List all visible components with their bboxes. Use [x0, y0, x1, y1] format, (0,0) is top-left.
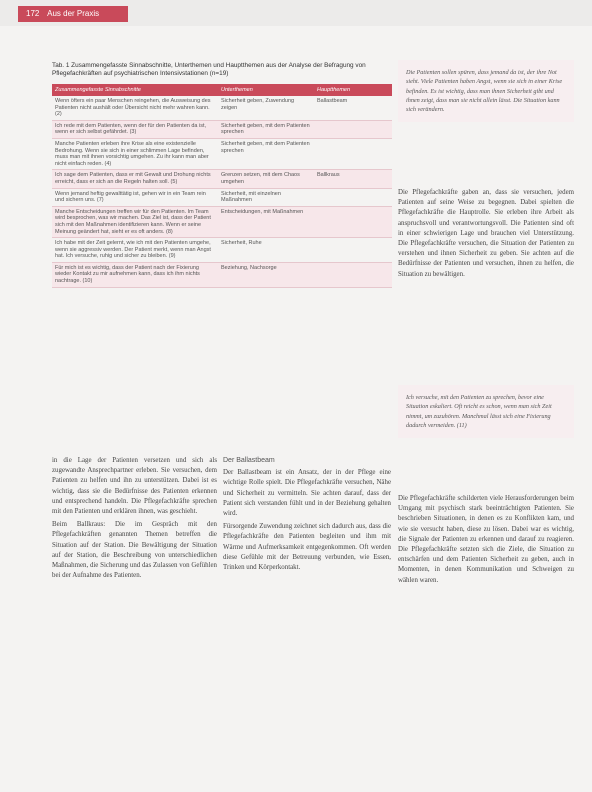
table-cell: Manche Entscheidungen treffen wir für den Patienten. Im Team wird besprochen, was wir machen. Das Ziel ist, dass der Patient sich mit den Maßnahmen identifizieren kann. Wenn er seine Meinung geändert hat, sieht er es oft anders. (8): [52, 206, 218, 237]
table-row: [52, 238, 392, 263]
table-row: [52, 120, 392, 138]
paragraph: Fürsorgende Zuwendung zeichnet sich dadurch aus, dass die Pflegefachkräfte den Patienten begleiten und ihm mit Wärme und Aufmerksamkeit entgegenkommen. Oft werden diese Gefühle mit der Betreuung verbunden, wie Essen, Trinken und Körperkontakt.: [223, 523, 391, 572]
table-cell: Wenn jemand heftig gewalttätig ist, gehen wir in ein Team rein und sichern uns. (7): [52, 188, 218, 206]
table-cell: [314, 120, 392, 138]
table-cell: Ich rede mit dem Patienten, wenn der für den Patienten da ist, wenn er sich selbst gefährdet. (3): [52, 120, 218, 138]
table-cell: Sicherheit, mit einzelnen Maßnahmen: [218, 188, 314, 206]
paragraph: Die Pflegefachkräfte gaben an, dass sie versuchen, jedem Patienten auf seine Weise zu begegnen. Dabei spielten die Pflegefachkräfte die Hauptrolle. Sie erleben ihre Arbeit als anspruchsvoll und verantwortungsvoll. Die Patienten sind oft in einer schwierigen Lage und brauchen viel Unterstützung. Die Pflegefachkräfte versuchen, die Situation der Patienten zu verstehen und ihnen Sicherheit zu geben. Sie achten auf die Bedürfnisse der Patienten und versuchen, ihnen zu helfen, die Situation zu bewältigen.: [398, 189, 574, 278]
table-cell: Sicherheit, Ruhe: [218, 238, 314, 263]
table-row: [52, 96, 392, 120]
table-cell: Ballastbeam: [314, 96, 392, 120]
quote-box-top: Die Patienten sollen spüren, dass jemand da ist, der ihre Not sieht. Viele Patienten haben Angst, wenn sie sich in einer Krise befinden. Es ist wichtig, dass man ihnen Sicherheit gibt und ihnen zeigt, dass man sie nicht allein lässt. Die Situation kann sich verändern.: [398, 60, 574, 122]
text-column-left: [52, 456, 217, 584]
table-cell: [314, 188, 392, 206]
table-cell: Ich sage dem Patienten, dass er mit Gewalt und Drohung nichts erreicht, dass er sich an die Regeln halten soll. (5): [52, 170, 218, 188]
table-row: [52, 206, 392, 237]
table-header-cell: Unterthemen: [218, 84, 314, 96]
section-tag: [18, 6, 128, 22]
text-column-right-top: [398, 188, 574, 283]
table-cell: Ich habe mit der Zeit gelernt, wie ich mit den Patienten umgehe, wenn sie aggressiv werden. Der Patient merkt, wenn man Angst hat. Ich versuche, ruhig und sicher zu bleiben. (9): [52, 238, 218, 263]
table-cell: Ballkraus: [314, 170, 392, 188]
section-title: Aus der Praxis: [47, 9, 100, 18]
paragraph: Der Ballastbeam ist ein Ansatz, der in der Pflege eine wichtige Rolle spielt. Die Pflegefachkräfte versuchen, Nähe und Sicherheit zu vermitteln. Sie achten darauf, dass der Patient sich verstanden fühlt und in der Beziehung gehalten wird.: [223, 469, 391, 518]
paragraph: Die Pflegefachkräfte schilderten viele Herausforderungen beim Umgang mit psychisch stark beeinträchtigten Patienten. Sie beschrieben Situationen, in denen es zu Konflikten kam, und wie sie versucht haben, diese zu lösen. Dabei war es wichtig, die Signale der Patienten zu erkennen und darauf zu reagieren. Die Pflegefachkräfte setzten sich die Ziele, die Situation zu entschärfen und dem Patienten Sicherheit zu geben, auch in Momenten, in denen Kommunikation und Schweigen zu wählen waren.: [398, 495, 574, 584]
table-cell: Entscheidungen, mit Maßnahmen: [218, 206, 314, 237]
table-cell: Beziehung, Nachsorge: [218, 262, 314, 287]
table-header-row: [52, 84, 392, 96]
table-cell: Für mich ist es wichtig, dass der Patient nach der Fixierung wieder Kontakt zu mir aufnehmen kann, dass ich ihm nichts nachtrage. (10): [52, 262, 218, 287]
summary-table: [52, 84, 392, 288]
table-cell: Manche Patienten erleben ihre Krise als eine existenzielle Bedrohung. Wenn sie sich in einer schlimmen Lage befinden, muss man mit ihnen vorsichtig umgehen. Zu ihr kann man aber nicht einfach reden. (4): [52, 138, 218, 169]
table-header-cell: Hauptthemen: [314, 84, 392, 96]
table-row: [52, 170, 392, 188]
table-cell: [314, 138, 392, 169]
table-cell: Grenzen setzen, mit dem Chaos umgehen: [218, 170, 314, 188]
text-column-right-bottom: [398, 494, 574, 589]
table-row: [52, 138, 392, 169]
text-column-middle: [223, 456, 391, 576]
paragraph: in die Lage der Patienten versetzen und sich als zugewandte Ansprechpartner erleben. Sie versuchen, dem Patienten zu helfen und ihn zu unterstützen. Dabei ist es wichtig, dass sie die Bedürfnisse des Patienten erkennen und entsprechend handeln. Die Pflegefachkräfte sprechen mit den Patienten und erklären ihnen, was geschieht.: [52, 457, 217, 516]
table-cell: [314, 206, 392, 237]
quote-box-bottom: Ich versuche, mit den Patienten zu sprechen, bevor eine Situation eskaliert. Oft reicht es schon, wenn man sich Zeit nimmt, um zuzuhören. Manchmal lässt sich eine Fixierung dadurch vermeiden. (11): [398, 385, 574, 438]
table-header-cell: Zusammengefasste Sinnabschnitte: [52, 84, 218, 96]
header-bar: [0, 0, 592, 26]
table-row: [52, 188, 392, 206]
table-cell: [314, 238, 392, 263]
table-row: [52, 262, 392, 287]
table-cell: Wenn öfters ein paar Menschen reingehen, die Ausweisung des Patienten nicht aushält oder Übersicht nicht mehr wahren kann. (2): [52, 96, 218, 120]
subheading: Der Ballastbeam: [223, 457, 275, 464]
page-number: 172: [26, 9, 40, 18]
table-cell: Sicherheit geben, mit dem Patienten sprechen: [218, 138, 314, 169]
table-cell: [314, 262, 392, 287]
table-cell: Sicherheit geben, mit dem Patienten sprechen: [218, 120, 314, 138]
table-caption: Tab. 1 Zusammengefasste Sinnabschnitte, Unterthemen und Hauptthemen aus der Analyse der Befragung von Pflegefachkräften auf psychiatrischen Intensivstationen (n=19): [52, 62, 366, 77]
table-cell: Sicherheit geben, Zuwendung zeigen: [218, 96, 314, 120]
paragraph: Beim Ballkraus: Die im Gespräch mit den Pflegefachkräften genannten Themen betreffen die Situation auf der Station. Die Bewältigung der Situation auf der Station, die Beschreibung von unterschiedlichen Maßnahmen, die Sicherung und das Zulassen von Gefühlen bei der Aufnahme des Patienten.: [52, 521, 217, 580]
